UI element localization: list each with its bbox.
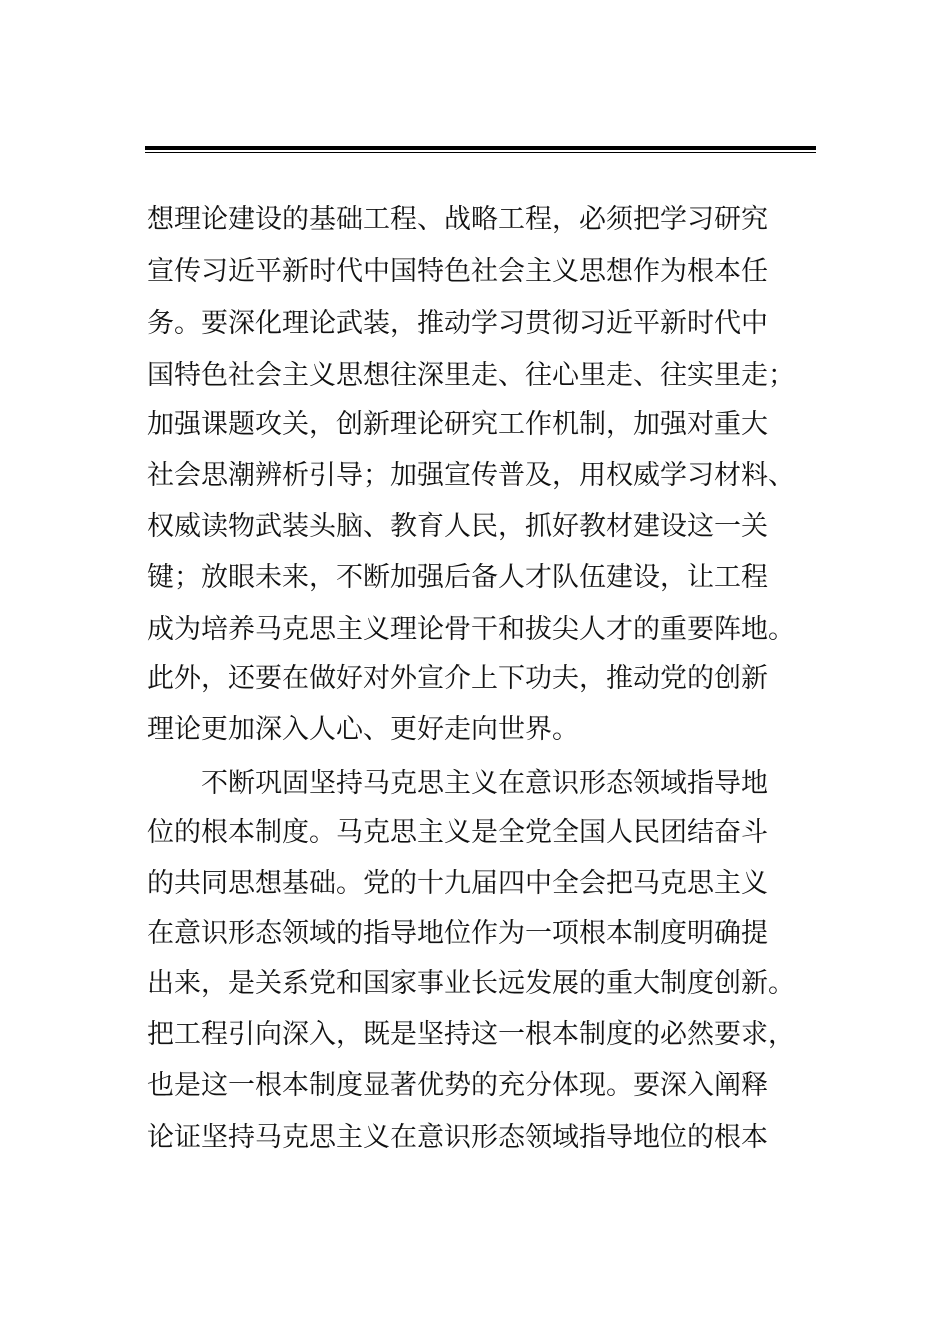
text-line: 权威读物武装头脑、教育人民，抓好教材建设这一关 xyxy=(147,511,768,542)
text-line: 论证坚持马克思主义在意识形态领域指导地位的根本 xyxy=(147,1122,768,1153)
text-line: 出来，是关系党和国家事业长远发展的重大制度创新。 xyxy=(147,968,795,999)
text-line: 想理论建设的基础工程、战略工程，必须把学习研究 xyxy=(147,204,768,235)
text-line: 在意识形态领域的指导地位作为一项根本制度明确提 xyxy=(147,918,768,949)
text-line: 位的根本制度。马克思主义是全党全国人民团结奋斗 xyxy=(147,817,768,848)
header-double-rule xyxy=(145,146,816,153)
text-line: 成为培养马克思主义理论骨干和拔尖人才的重要阵地。 xyxy=(147,614,795,645)
text-line: 务。要深化理论武装，推动学习贯彻习近平新时代中 xyxy=(147,308,768,339)
text-line: 理论更加深入人心、更好走向世界。 xyxy=(147,714,579,745)
text-line: 社会思潮辨析引导；加强宣传普及，用权威学习材料、 xyxy=(147,460,795,491)
text-line: 加强课题攻关，创新理论研究工作机制，加强对重大 xyxy=(147,409,768,440)
text-line-indented: 不断巩固坚持马克思主义在意识形态领域指导地 xyxy=(201,768,768,799)
text-line: 也是这一根本制度显著优势的充分体现。要深入阐释 xyxy=(147,1070,768,1101)
text-line: 的共同思想基础。党的十九届四中全会把马克思主义 xyxy=(147,868,768,899)
text-line: 宣传习近平新时代中国特色社会主义思想作为根本任 xyxy=(147,256,768,287)
text-line: 把工程引向深入，既是坚持这一根本制度的必然要求， xyxy=(147,1019,795,1050)
text-line: 国特色社会主义思想往深里走、往心里走、往实里走； xyxy=(147,360,795,391)
text-line: 此外，还要在做好对外宣介上下功夫，推动党的创新 xyxy=(147,663,768,694)
text-line: 键；放眼未来，不断加强后备人才队伍建设，让工程 xyxy=(147,562,768,593)
header-rule-thin xyxy=(145,152,816,153)
